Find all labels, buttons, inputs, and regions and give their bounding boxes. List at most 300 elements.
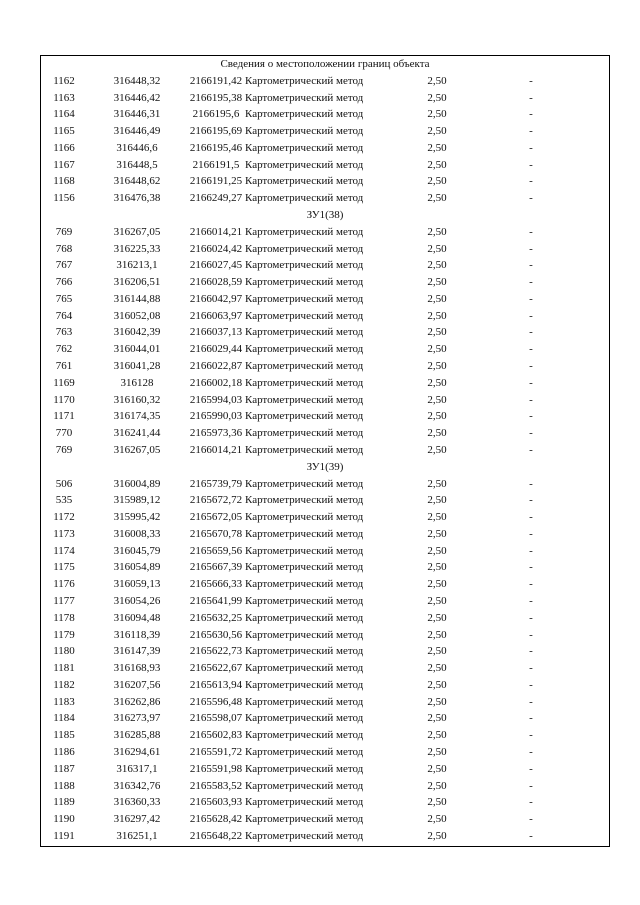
table-row (41, 442, 609, 459)
accuracy: 2,50 (427, 225, 447, 238)
point-number: 765 (55, 292, 73, 305)
point-number: 1171 (53, 410, 75, 423)
point-number: 770 (55, 427, 73, 440)
point-number: 1184 (53, 712, 75, 725)
point-number: 1166 (53, 141, 75, 154)
description-dash: - (529, 511, 533, 524)
method: Картометрический метод (245, 762, 364, 775)
coord-y: 2166037,13 (189, 326, 243, 339)
coord-y: 2165630,56 (189, 628, 243, 641)
method: Картометрический метод (245, 678, 364, 691)
coord-x: 316207,56 (113, 678, 161, 691)
coord-y: 2165739,79 (189, 477, 243, 490)
table-row (41, 190, 609, 207)
coord-y: 2166191,5 (192, 158, 240, 171)
coord-y: 2166191,25 (189, 175, 243, 188)
coord-x: 316262,86 (113, 695, 161, 708)
coord-y: 2165583,52 (189, 779, 243, 792)
accuracy: 2,50 (427, 309, 447, 322)
method: Картометрический метод (245, 494, 364, 507)
coord-y: 2165591,72 (189, 745, 243, 758)
coord-y: 2165670,78 (189, 527, 243, 540)
point-number: 1175 (53, 561, 75, 574)
method: Картометрический метод (245, 527, 364, 540)
accuracy: 2,50 (427, 125, 447, 138)
description-dash: - (529, 695, 533, 708)
coord-x: 316054,26 (113, 594, 161, 607)
method: Картометрический метод (245, 477, 364, 490)
table-row (41, 811, 609, 828)
point-number: 762 (55, 343, 73, 356)
coord-x: 316273,97 (113, 712, 161, 725)
accuracy: 2,50 (427, 259, 447, 272)
table-row (41, 593, 609, 610)
description-dash: - (529, 678, 533, 691)
point-number: 764 (55, 309, 73, 322)
description-dash: - (529, 729, 533, 742)
coord-y: 2166195,69 (189, 125, 243, 138)
table-row (41, 173, 609, 190)
description-dash: - (529, 477, 533, 490)
accuracy: 2,50 (427, 326, 447, 339)
table-row (41, 274, 609, 291)
coord-x: 316044,01 (113, 343, 161, 356)
accuracy: 2,50 (427, 494, 447, 507)
coord-y: 2165659,56 (189, 544, 243, 557)
accuracy: 2,50 (427, 410, 447, 423)
point-number: 1181 (53, 662, 75, 675)
coord-x: 316241,44 (113, 427, 161, 440)
accuracy: 2,50 (427, 141, 447, 154)
method: Картометрический метод (245, 74, 364, 87)
accuracy: 2,50 (427, 729, 447, 742)
coord-y: 2165667,39 (189, 561, 243, 574)
table-row (41, 157, 609, 174)
description-dash: - (529, 779, 533, 792)
coord-x: 316094,48 (113, 611, 161, 624)
method: Картометрический метод (245, 158, 364, 171)
point-number: 1190 (53, 813, 75, 826)
point-number: 1182 (53, 678, 75, 691)
coord-y: 2166024,42 (189, 242, 243, 255)
table-row (41, 727, 609, 744)
coord-x: 316168,93 (113, 662, 161, 675)
table-row (41, 710, 609, 727)
accuracy: 2,50 (427, 544, 447, 557)
table-row (41, 358, 609, 375)
table-row (41, 308, 609, 325)
description-dash: - (529, 192, 533, 205)
method: Картометрический метод (245, 544, 364, 557)
method: Картометрический метод (245, 662, 364, 675)
table-row (41, 324, 609, 341)
coord-y: 2165672,05 (189, 511, 243, 524)
accuracy: 2,50 (427, 427, 447, 440)
point-number: 1168 (53, 175, 75, 188)
point-number: 766 (55, 276, 73, 289)
table-row (41, 408, 609, 425)
table-row (41, 509, 609, 526)
coord-y: 2166027,45 (189, 259, 243, 272)
method: Картометрический метод (245, 695, 364, 708)
method: Картометрический метод (245, 259, 364, 272)
method: Картометрический метод (245, 360, 364, 373)
point-number: 1180 (53, 645, 75, 658)
method: Картометрический метод (245, 393, 364, 406)
coordinates-table (40, 55, 610, 847)
point-number: 1177 (53, 594, 75, 607)
point-number: 768 (55, 242, 73, 255)
table-row (41, 778, 609, 795)
description-dash: - (529, 343, 533, 356)
accuracy: 2,50 (427, 511, 447, 524)
accuracy: 2,50 (427, 779, 447, 792)
coord-x: 316317,1 (116, 762, 158, 775)
coord-y: 2165596,48 (189, 695, 243, 708)
coord-x: 316448,5 (116, 158, 158, 171)
accuracy: 2,50 (427, 242, 447, 255)
coord-x: 316267,05 (113, 225, 161, 238)
coord-x: 316446,31 (113, 108, 161, 121)
table-row (41, 241, 609, 258)
table-row (41, 643, 609, 660)
method: Картометрический метод (245, 326, 364, 339)
coord-x: 316206,51 (113, 276, 161, 289)
method: Картометрический метод (245, 796, 364, 809)
description-dash: - (529, 662, 533, 675)
table-row (41, 375, 609, 392)
point-number: 1172 (53, 511, 75, 524)
description-dash: - (529, 527, 533, 540)
point-number: 1170 (53, 393, 75, 406)
accuracy: 2,50 (427, 74, 447, 87)
table-row (41, 73, 609, 90)
coord-y: 2166195,46 (189, 141, 243, 154)
accuracy: 2,50 (427, 175, 447, 188)
description-dash: - (529, 360, 533, 373)
description-dash: - (529, 762, 533, 775)
coord-x: 316213,1 (116, 259, 158, 272)
accuracy: 2,50 (427, 695, 447, 708)
table-row (41, 224, 609, 241)
description-dash: - (529, 628, 533, 641)
description-dash: - (529, 745, 533, 758)
point-number: 767 (55, 259, 73, 272)
accuracy: 2,50 (427, 662, 447, 675)
description-dash: - (529, 74, 533, 87)
table-row (41, 476, 609, 493)
point-number: 506 (55, 477, 73, 490)
coord-x: 316045,79 (113, 544, 161, 557)
description-dash: - (529, 813, 533, 826)
coord-x: 316147,39 (113, 645, 161, 658)
coord-y: 2165622,73 (189, 645, 243, 658)
method: Картометрический метод (245, 578, 364, 591)
accuracy: 2,50 (427, 829, 447, 842)
coord-y: 2166195,38 (189, 91, 243, 104)
accuracy: 2,50 (427, 192, 447, 205)
accuracy: 2,50 (427, 813, 447, 826)
coord-x: 316225,33 (113, 242, 161, 255)
point-number: 769 (55, 225, 73, 238)
coord-x: 316251,1 (116, 829, 158, 842)
coord-y: 2166014,21 (189, 443, 243, 456)
point-number: 1188 (53, 779, 75, 792)
point-number: 1176 (53, 578, 75, 591)
table-row (41, 559, 609, 576)
point-number: 1178 (53, 611, 75, 624)
point-number: 1167 (53, 158, 75, 171)
coord-x: 316059,13 (113, 578, 161, 591)
table-row (41, 140, 609, 157)
description-dash: - (529, 410, 533, 423)
method: Картометрический метод (245, 91, 364, 104)
coord-x: 316144,88 (113, 292, 161, 305)
method: Картометрический метод (245, 712, 364, 725)
point-number: 763 (55, 326, 73, 339)
description-dash: - (529, 276, 533, 289)
point-number: 1169 (53, 376, 75, 389)
accuracy: 2,50 (427, 594, 447, 607)
table-row (41, 341, 609, 358)
method: Картометрический метод (245, 628, 364, 641)
description-dash: - (529, 292, 533, 305)
method: Картометрический метод (245, 611, 364, 624)
accuracy: 2,50 (427, 108, 447, 121)
coord-x: 316041,28 (113, 360, 161, 373)
coord-y: 2166022,87 (189, 360, 243, 373)
method: Картометрический метод (245, 276, 364, 289)
coord-y: 2165613,94 (189, 678, 243, 691)
method: Картометрический метод (245, 745, 364, 758)
coord-y: 2165973,36 (189, 427, 243, 440)
table-row (41, 627, 609, 644)
table-row (41, 828, 609, 845)
table-row (41, 106, 609, 123)
accuracy: 2,50 (427, 276, 447, 289)
method: Картометрический метод (245, 645, 364, 658)
description-dash: - (529, 578, 533, 591)
method: Картометрический метод (245, 343, 364, 356)
table-row (41, 660, 609, 677)
description-dash: - (529, 242, 533, 255)
coord-y: 2165990,03 (189, 410, 243, 423)
table-row (41, 123, 609, 140)
method: Картометрический метод (245, 427, 364, 440)
accuracy: 2,50 (427, 578, 447, 591)
method: Картометрический метод (245, 175, 364, 188)
coord-y: 2166191,42 (189, 74, 243, 87)
table-row (41, 90, 609, 107)
description-dash: - (529, 393, 533, 406)
description-dash: - (529, 427, 533, 440)
method: Картометрический метод (245, 141, 364, 154)
coord-y: 2166249,27 (189, 192, 243, 205)
point-number: 1191 (53, 829, 75, 842)
point-number: 1162 (53, 74, 75, 87)
coord-x: 316297,42 (113, 813, 161, 826)
coord-y: 2166029,44 (189, 343, 243, 356)
coord-y: 2166042,97 (189, 292, 243, 305)
coord-x: 316008,33 (113, 527, 161, 540)
description-dash: - (529, 611, 533, 624)
method: Картометрический метод (245, 443, 364, 456)
method: Картометрический метод (245, 813, 364, 826)
description-dash: - (529, 125, 533, 138)
table-row (41, 794, 609, 811)
method: Картометрический метод (245, 829, 364, 842)
table-row (41, 291, 609, 308)
method: Картометрический метод (245, 410, 364, 423)
method: Картометрический метод (245, 309, 364, 322)
point-number: 1186 (53, 745, 75, 758)
method: Картометрический метод (245, 729, 364, 742)
description-dash: - (529, 443, 533, 456)
coord-x: 316476,38 (113, 192, 161, 205)
coord-x: 316042,39 (113, 326, 161, 339)
method: Картометрический метод (245, 125, 364, 138)
method: Картометрический метод (245, 292, 364, 305)
coord-y: 2165622,67 (189, 662, 243, 675)
description-dash: - (529, 326, 533, 339)
accuracy: 2,50 (427, 393, 447, 406)
point-number: 1164 (53, 108, 75, 121)
method: Картометрический метод (245, 376, 364, 389)
accuracy: 2,50 (427, 628, 447, 641)
table-row (41, 744, 609, 761)
coord-x: 316054,89 (113, 561, 161, 574)
table-row (41, 761, 609, 778)
accuracy: 2,50 (427, 796, 447, 809)
accuracy: 2,50 (427, 477, 447, 490)
table-row (41, 392, 609, 409)
point-number: 769 (55, 443, 73, 456)
coord-y: 2166028,59 (189, 276, 243, 289)
description-dash: - (529, 544, 533, 557)
coord-x: 316446,49 (113, 125, 161, 138)
accuracy: 2,50 (427, 561, 447, 574)
coord-y: 2165666,33 (189, 578, 243, 591)
method: Картометрический метод (245, 594, 364, 607)
coord-x: 316267,05 (113, 443, 161, 456)
point-number: 1185 (53, 729, 75, 742)
table-row (41, 543, 609, 560)
point-number: 1173 (53, 527, 75, 540)
accuracy: 2,50 (427, 376, 447, 389)
table-row (41, 677, 609, 694)
point-number: 1165 (53, 125, 75, 138)
point-number: 1156 (53, 192, 75, 205)
coord-y: 2166014,21 (189, 225, 243, 238)
description-dash: - (529, 175, 533, 188)
table-row (41, 492, 609, 509)
description-dash: - (529, 91, 533, 104)
accuracy: 2,50 (427, 678, 447, 691)
coord-x: 316174,35 (113, 410, 161, 423)
table-row (41, 526, 609, 543)
description-dash: - (529, 829, 533, 842)
description-dash: - (529, 376, 533, 389)
point-number: 535 (55, 494, 73, 507)
coord-y: 2165641,99 (189, 594, 243, 607)
accuracy: 2,50 (427, 745, 447, 758)
description-dash: - (529, 645, 533, 658)
accuracy: 2,50 (427, 762, 447, 775)
coord-x: 316128 (120, 376, 154, 389)
point-number: 1187 (53, 762, 75, 775)
accuracy: 2,50 (427, 292, 447, 305)
coord-x: 315995,42 (113, 511, 161, 524)
coord-y: 2166063,97 (189, 309, 243, 322)
coord-x: 316285,88 (113, 729, 161, 742)
coord-y: 2165598,07 (189, 712, 243, 725)
coord-y: 2165591,98 (189, 762, 243, 775)
description-dash: - (529, 259, 533, 272)
coord-y: 2165648,22 (189, 829, 243, 842)
description-dash: - (529, 108, 533, 121)
table-row (41, 610, 609, 627)
coord-x: 316446,6 (116, 141, 158, 154)
coord-x: 316446,42 (113, 91, 161, 104)
coord-y: 2165603,93 (189, 796, 243, 809)
accuracy: 2,50 (427, 611, 447, 624)
coord-x: 316294,61 (113, 745, 161, 758)
accuracy: 2,50 (427, 443, 447, 456)
description-dash: - (529, 796, 533, 809)
table-row (41, 257, 609, 274)
description-dash: - (529, 594, 533, 607)
accuracy: 2,50 (427, 91, 447, 104)
coord-x: 316052,08 (113, 309, 161, 322)
coord-x: 316342,76 (113, 779, 161, 792)
description-dash: - (529, 158, 533, 171)
accuracy: 2,50 (427, 343, 447, 356)
accuracy: 2,50 (427, 645, 447, 658)
method: Картометрический метод (245, 225, 364, 238)
method: Картометрический метод (245, 242, 364, 255)
section-heading: ЗУ1(39) (306, 460, 344, 473)
description-dash: - (529, 494, 533, 507)
coord-x: 316360,33 (113, 796, 161, 809)
section-heading: ЗУ1(38) (306, 209, 344, 222)
description-dash: - (529, 141, 533, 154)
description-dash: - (529, 309, 533, 322)
table-row (41, 425, 609, 442)
coord-y: 2166195,6 (192, 108, 240, 121)
coord-y: 2165632,25 (189, 611, 243, 624)
coord-y: 2165994,03 (189, 393, 243, 406)
coord-y: 2165628,42 (189, 813, 243, 826)
description-dash: - (529, 561, 533, 574)
coord-x: 316448,62 (113, 175, 161, 188)
description-dash: - (529, 712, 533, 725)
table-row (41, 576, 609, 593)
point-number: 1183 (53, 695, 75, 708)
method: Картометрический метод (245, 511, 364, 524)
coord-x: 316160,32 (113, 393, 161, 406)
table-row (41, 694, 609, 711)
method: Картометрический метод (245, 192, 364, 205)
coord-y: 2165602,83 (189, 729, 243, 742)
point-number: 1163 (53, 91, 75, 104)
point-number: 761 (55, 360, 73, 373)
coord-x: 316004,89 (113, 477, 161, 490)
point-number: 1174 (53, 544, 75, 557)
accuracy: 2,50 (427, 158, 447, 171)
point-number: 1189 (53, 796, 75, 809)
accuracy: 2,50 (427, 527, 447, 540)
method: Картометрический метод (245, 108, 364, 121)
